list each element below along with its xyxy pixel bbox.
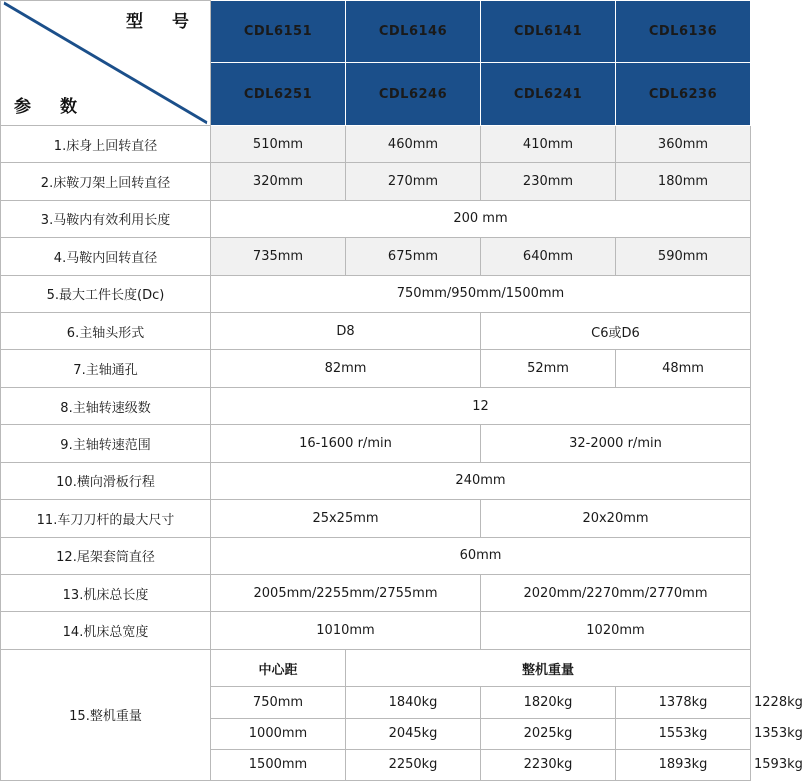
model-cell-cdl6241: CDL6241	[481, 63, 616, 125]
row-label: 8.主轴转速级数	[1, 387, 211, 424]
table-row	[1, 575, 751, 612]
row-label: 6.主轴头形式	[1, 312, 211, 349]
row-label: 11.车刀刀杆的最大尺寸	[1, 500, 211, 537]
table-row	[1, 425, 751, 462]
row-value: 750mm/950mm/1500mm	[211, 275, 751, 312]
row-value: 410mm	[481, 125, 616, 162]
row-label: 2.床鞍刀架上回转直径	[1, 163, 211, 200]
row-value: 2005mm/2255mm/2755mm	[211, 575, 481, 612]
header-parameter-label: 参 数	[14, 96, 83, 117]
table-row	[1, 387, 751, 424]
weight-value: 2230kg	[481, 749, 616, 780]
table-header-row-1	[1, 1, 751, 63]
row-label: 14.机床总宽度	[1, 612, 211, 649]
row-value: 20x20mm	[481, 500, 751, 537]
row-value: 12	[211, 387, 751, 424]
row-value: 590mm	[616, 238, 751, 275]
table-row	[1, 125, 751, 162]
table-row	[1, 200, 751, 237]
row-label: 7.主轴通孔	[1, 350, 211, 387]
row-value: 360mm	[616, 125, 751, 162]
row-value: 2020mm/2270mm/2770mm	[481, 575, 751, 612]
model-cell-cdl6146: CDL6146	[346, 1, 481, 63]
row-label: 1.床身上回转直径	[1, 125, 211, 162]
row-value: D8	[211, 312, 481, 349]
row-value: 82mm	[211, 350, 481, 387]
weight-value: 1840kg	[346, 687, 481, 718]
row-value: 230mm	[481, 163, 616, 200]
model-cell-cdl6151: CDL6151	[211, 1, 346, 63]
row-value: 1010mm	[211, 612, 481, 649]
row-value: 735mm	[211, 238, 346, 275]
header-model-label: 型 号	[126, 12, 195, 32]
row-value: 460mm	[346, 125, 481, 162]
weight-value: 2025kg	[481, 718, 616, 749]
row-value: 510mm	[211, 125, 346, 162]
row-value: 25x25mm	[211, 500, 481, 537]
row-value: 48mm	[616, 350, 751, 387]
row-value: 675mm	[346, 238, 481, 275]
table-row	[1, 500, 751, 537]
weight-value: 2045kg	[346, 718, 481, 749]
row-value: 52mm	[481, 350, 616, 387]
row-value: 1020mm	[481, 612, 751, 649]
row-value: 320mm	[211, 163, 346, 200]
row-label: 4.马鞍内回转直径	[1, 238, 211, 275]
table-row	[1, 238, 751, 275]
weight-block-title: 整机重量	[346, 649, 751, 686]
row-label: 10.横向滑板行程	[1, 462, 211, 499]
weight-distance: 1500mm	[211, 749, 346, 780]
header-corner-cell	[1, 1, 211, 126]
model-cell-cdl6246: CDL6246	[346, 63, 481, 125]
row-label: 3.马鞍内有效利用长度	[1, 200, 211, 237]
weight-distance: 750mm	[211, 687, 346, 718]
model-cell-cdl6236: CDL6236	[616, 63, 751, 125]
table-row	[1, 163, 751, 200]
row-label: 5.最大工件长度(Dc)	[1, 275, 211, 312]
weight-block-label: 15.整机重量	[1, 649, 211, 780]
table-row	[1, 537, 751, 574]
weight-block-header-row	[1, 649, 751, 686]
table-row	[1, 612, 751, 649]
row-value: 270mm	[346, 163, 481, 200]
table-row	[1, 275, 751, 312]
weight-value: 2250kg	[346, 749, 481, 780]
row-value: 60mm	[211, 537, 751, 574]
row-label: 9.主轴转速范围	[1, 425, 211, 462]
table-row	[1, 312, 751, 349]
row-value: 16-1600 r/min	[211, 425, 481, 462]
weight-distance: 1000mm	[211, 718, 346, 749]
row-value: 640mm	[481, 238, 616, 275]
model-cell-cdl6136: CDL6136	[616, 1, 751, 63]
center-distance-header: 中心距	[211, 649, 346, 686]
weight-value: 1378kg	[616, 687, 751, 718]
row-value: C6或D6	[481, 312, 751, 349]
table-row	[1, 462, 751, 499]
model-cell-cdl6141: CDL6141	[481, 1, 616, 63]
row-value: 32-2000 r/min	[481, 425, 751, 462]
table-row	[1, 350, 751, 387]
weight-row: 1500mm 2250kg 2230kg 1893kg 1593kg	[1, 749, 751, 780]
row-label: 12.尾架套筒直径	[1, 537, 211, 574]
row-value: 200 mm	[211, 200, 751, 237]
weight-value: 1553kg	[616, 718, 751, 749]
weight-row: 1000mm 2045kg 2025kg 1553kg 1353kg	[1, 718, 751, 749]
row-label: 13.机床总长度	[1, 575, 211, 612]
row-value: 180mm	[616, 163, 751, 200]
weight-value: 1893kg	[616, 749, 751, 780]
row-value: 240mm	[211, 462, 751, 499]
weight-value: 1820kg	[481, 687, 616, 718]
model-cell-cdl6251: CDL6251	[211, 63, 346, 125]
weight-row: 750mm 1840kg 1820kg 1378kg 1228kg	[1, 687, 751, 718]
